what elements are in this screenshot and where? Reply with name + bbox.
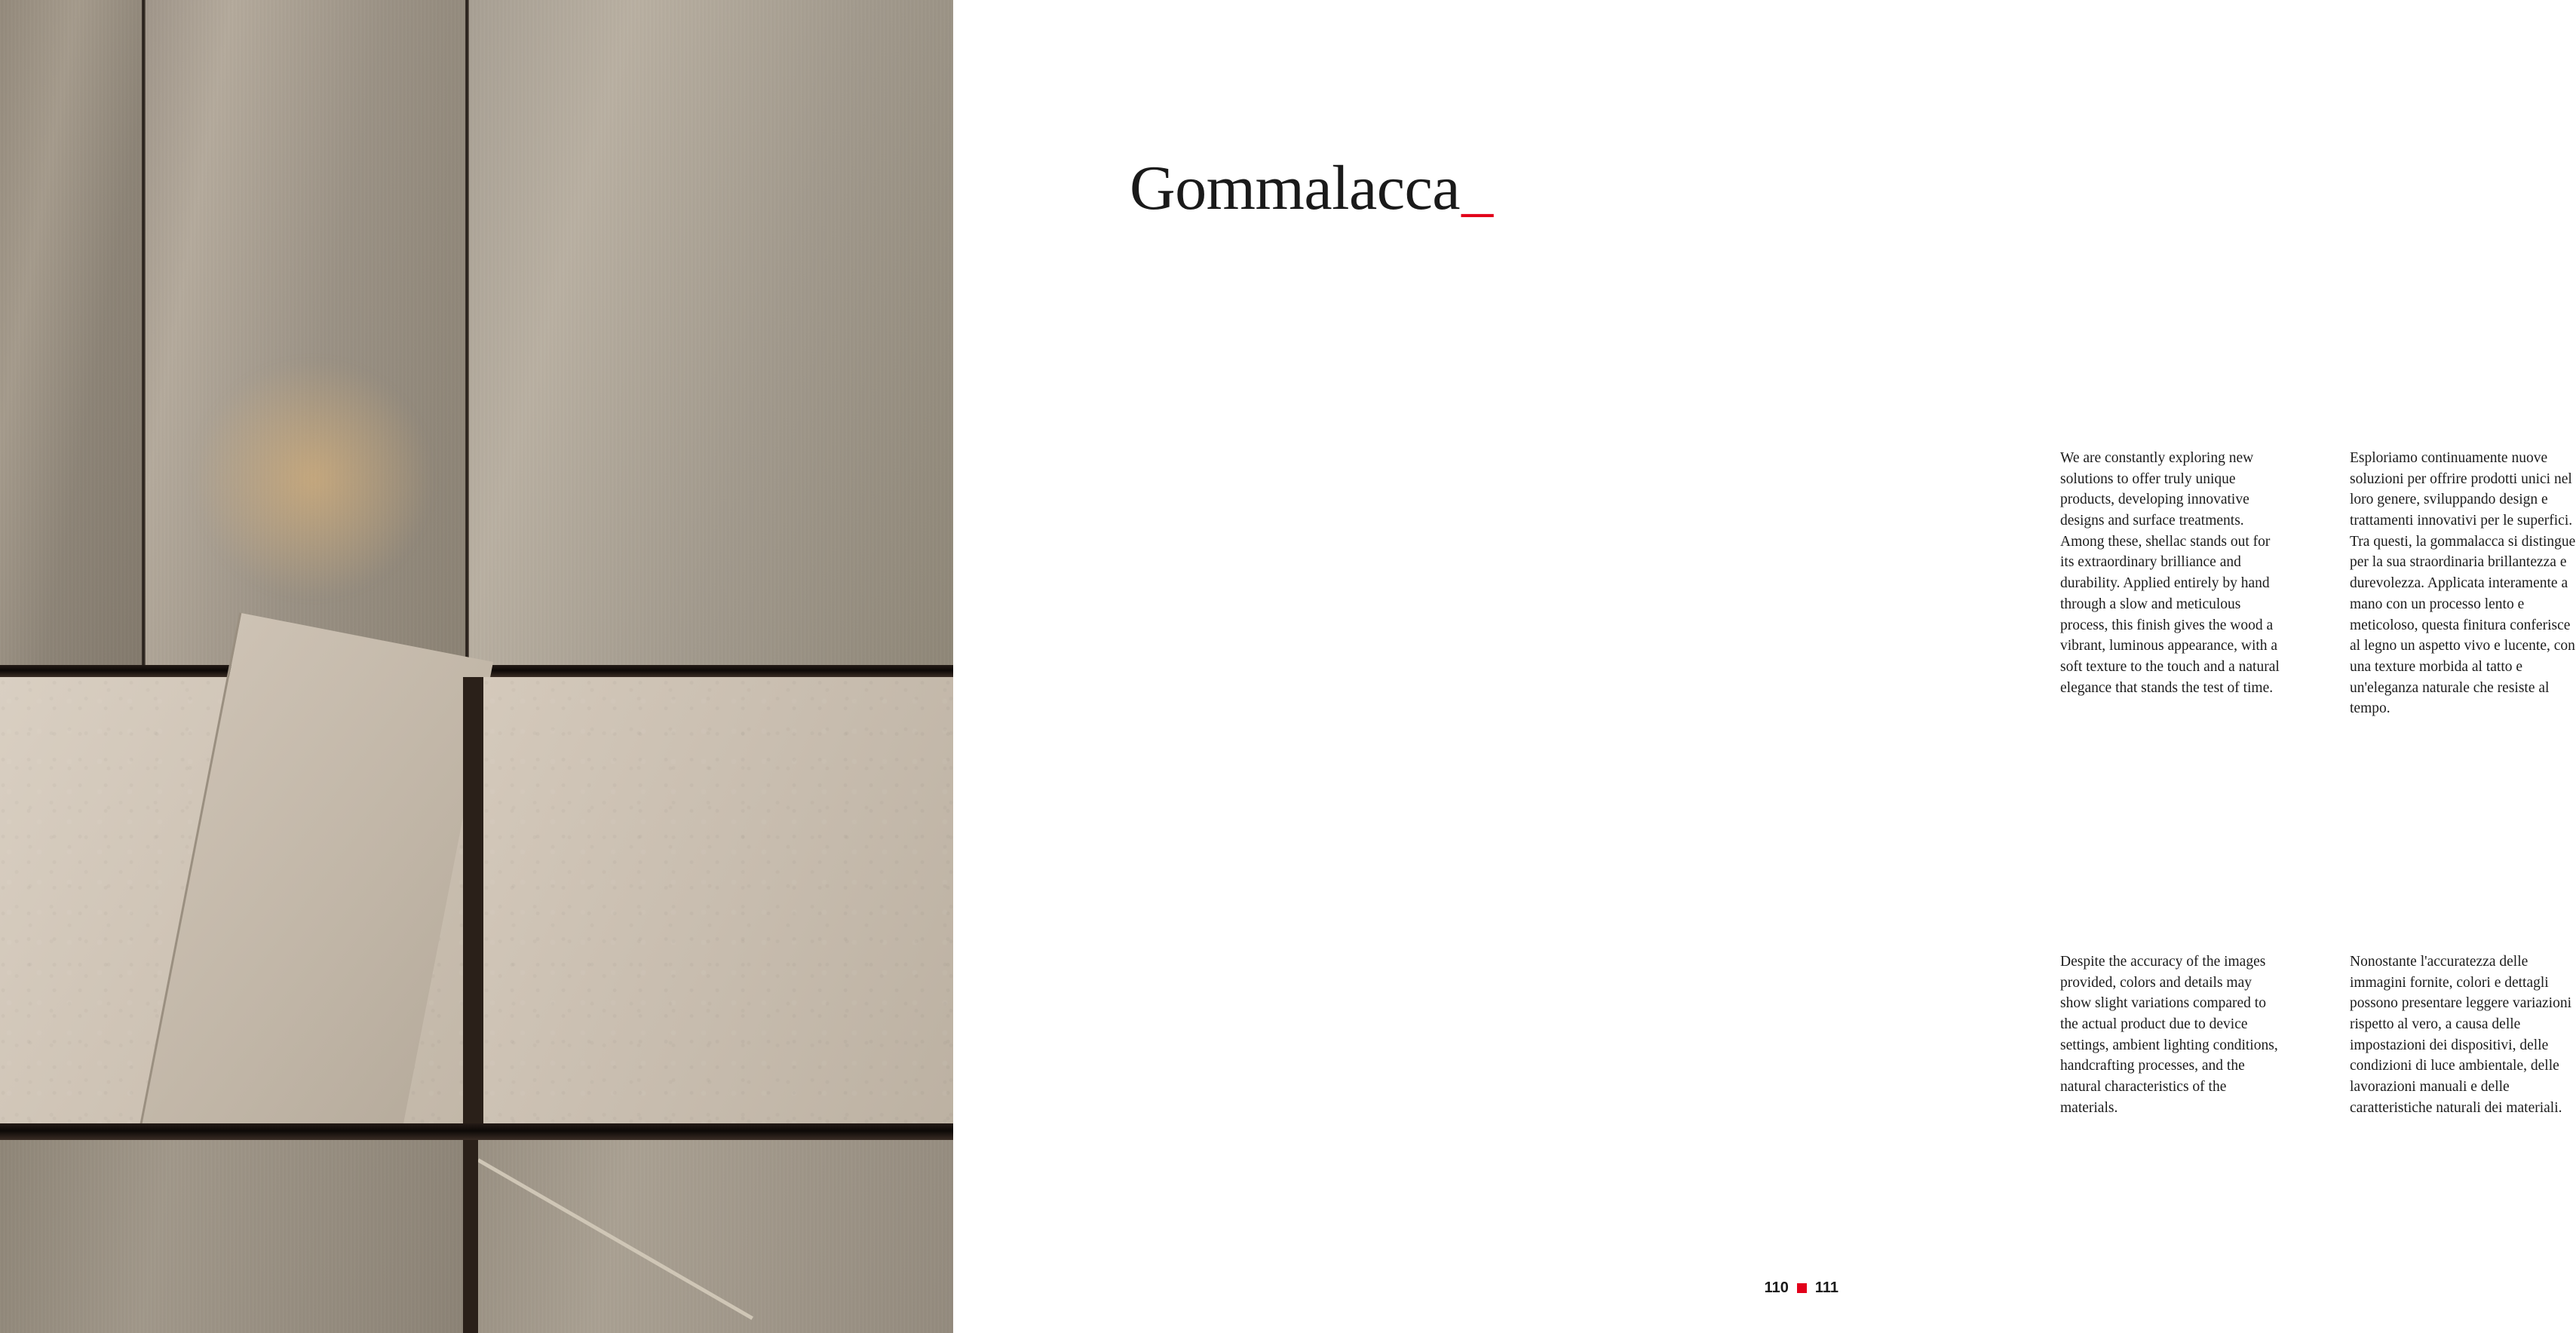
right-page-text xyxy=(953,0,2576,1333)
left-page-image xyxy=(0,0,953,1333)
metal-panel-left xyxy=(0,0,142,665)
folio xyxy=(1765,1279,1838,1297)
disclaimer-english xyxy=(2060,951,2286,1119)
leather-grain xyxy=(483,677,958,1131)
leather-panel-left xyxy=(0,677,463,1131)
english-disclaimer-paragraph: Despite the accuracy of the images provided, colors and details may show slight variations compared to the actual product due to device settings, ambient lighting conditions, handcrafting processes, and the natural characteristics of the materials. xyxy=(2060,954,2278,1116)
brushed-texture xyxy=(469,0,953,665)
folio-left-number: 110 xyxy=(1764,1279,1789,1296)
panel-seam-horizontal xyxy=(0,1123,953,1140)
material-photograph xyxy=(0,0,953,1333)
metal-panel-bottom-left xyxy=(0,1140,463,1333)
panel-seam-vertical xyxy=(463,1140,478,1333)
brushed-texture xyxy=(478,1140,953,1333)
italian-main-paragraph: Esploriamo continuamente nuove soluzioni per offrire prodotti unici nel loro genere, sviluppando design e trattamenti innovativi per le superfici. Tra questi, la gommalacca si distingue per la sua straordinaria brillantezza e durevolezza. Applicata interamente a mano con un processo lento e meticoloso, questa finitura conferisce al legno un aspetto vivo e lucente, con una texture morbida al tatto e un'eleganza naturale che resiste al tempo. xyxy=(2350,450,2576,717)
disclaimer-italian xyxy=(2350,951,2576,1119)
page-title-text: Gommalacca xyxy=(1130,153,1461,224)
metal-panel-right xyxy=(469,0,953,665)
panel-seam-vertical xyxy=(463,677,478,1131)
leather-panel-right xyxy=(478,677,958,1131)
folio-square-icon xyxy=(1797,1283,1807,1293)
page-title xyxy=(1130,153,1493,224)
brushed-texture xyxy=(0,0,142,665)
english-main-paragraph: We are constantly exploring new solutions to offer truly unique products, developing innovative designs and surface treatments. Among these, shellac stands out for its extraordinary brilliance and durability. Applied entirely by hand through a slow and meticulous process, this finish gives the wood a vibrant, luminous appearance, with a soft texture to the touch and a natural elegance that stands the test of time. xyxy=(2060,450,2280,696)
body-text-english xyxy=(2060,448,2286,698)
warm-light-reflection xyxy=(189,354,437,603)
brushed-texture xyxy=(0,1140,463,1333)
folio-right-number: 111 xyxy=(1814,1279,1838,1296)
panel-seam-vertical xyxy=(465,0,469,665)
title-underscore-accent: _ xyxy=(1461,153,1493,224)
body-text-italian xyxy=(2350,448,2576,719)
italian-disclaimer-paragraph: Nonostante l'accuratezza delle immagini fornite, colori e dettagli possono presentare leggere variazioni rispetto al vero, a causa delle impostazioni dei dispositivi, delle condizioni di luce ambientale, delle lavorazioni manuali e delle caratteristiche naturali dei materiali. xyxy=(2350,954,2572,1116)
panel-seam-vertical xyxy=(142,0,146,665)
metal-panel-bottom-right xyxy=(478,1140,953,1333)
